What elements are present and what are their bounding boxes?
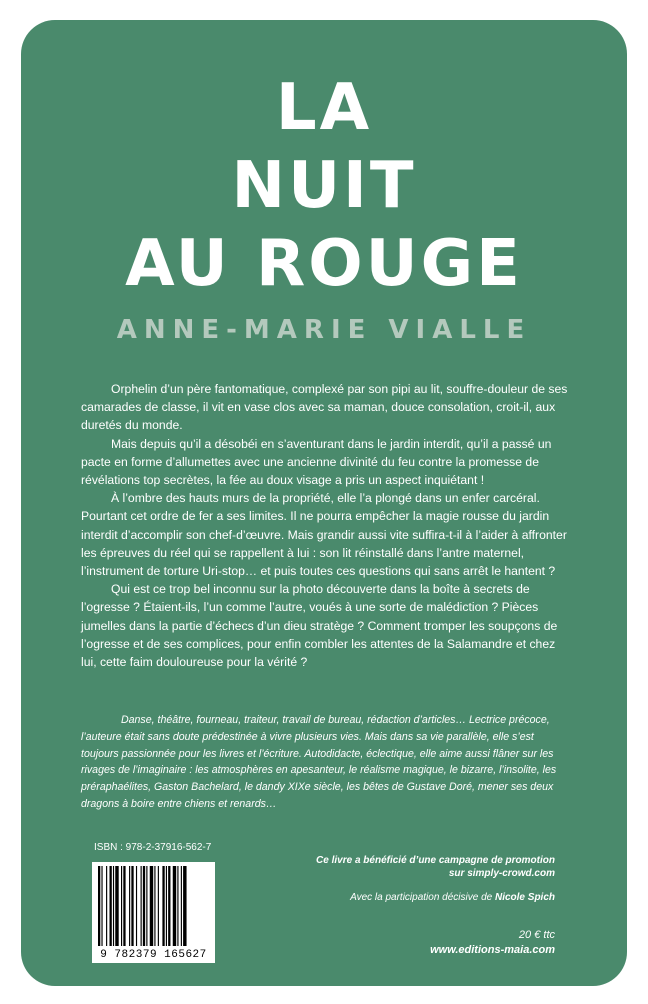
barcode-bar xyxy=(101,866,102,946)
promo-text xyxy=(316,854,555,880)
website-link[interactable]: www.editions-maia.com xyxy=(430,944,555,956)
summary-paragraph-1: Orphelin d’un père fantomatique, complexé par son pipi au lit, souffre-douleur de ses camarades de classe, il vit en vase clos avec sa maman, douce consolation, croit-il, aux duretés du monde. xyxy=(81,382,568,433)
barcode-bar xyxy=(162,866,164,946)
barcode-bar xyxy=(146,866,147,946)
barcode-bar xyxy=(110,866,112,946)
barcode-bar xyxy=(123,866,125,946)
title-line-3: AU ROUGE xyxy=(125,227,523,301)
price-label: 20 € ttc xyxy=(518,929,555,941)
barcode-bar xyxy=(166,866,167,946)
participation-name: Nicole Spich xyxy=(494,892,555,903)
barcode-bar xyxy=(143,866,145,946)
barcode-bar xyxy=(177,866,178,946)
barcode-bar xyxy=(106,866,107,946)
promo-line-1: Ce livre a bénéficié d’une campagne de promotion xyxy=(316,855,555,866)
barcode-bar xyxy=(154,866,155,946)
barcode-bar xyxy=(181,866,182,946)
title-line-2: NUIT xyxy=(231,149,417,223)
barcode-bar xyxy=(150,866,153,946)
participation-text: Avec la participation décisive de xyxy=(350,892,493,903)
summary-paragraph-2: Mais depuis qu’il a désobéi en s’aventurant dans le jardin interdit, qu’il a passé un pacte en forme d’allumettes avec une ancienne divinité du feu contre la promesse de révélations top secrètes, la fée au doux visage a pris un aspect inquiétant ! xyxy=(81,436,552,488)
back-cover xyxy=(21,20,627,986)
barcode-bars xyxy=(98,866,209,946)
barcode-bar xyxy=(121,866,122,946)
barcode-bar xyxy=(173,866,176,946)
title-line-1: LA xyxy=(275,71,373,145)
barcode-bar xyxy=(158,866,159,946)
barcode-bar xyxy=(131,866,133,946)
barcode-bar xyxy=(168,866,170,946)
barcode-bar xyxy=(136,866,137,946)
barcode-digits: 9 782379 165627 xyxy=(100,949,207,961)
barcode xyxy=(92,862,215,963)
barcode-bar xyxy=(115,866,118,946)
barcode-bar xyxy=(98,866,100,946)
summary-paragraph-4: Qui est ce trop bel inconnu sur la photo découverte dans la boîte à secrets de l’ogresse ? Étaient-ils, l’un comme l’autre, voués à une sorte de malédiction ? Pièces jumelles dans la partie d’échecs d’un dieu stratège ? Comment tromper les soupçons de l’ogresse et de ses complices, pour enfin combler les attentes de la Salamandre et chez lui, cette faim douloureuse pour la vérité ? xyxy=(81,582,558,670)
barcode-bar xyxy=(113,866,114,946)
summary-paragraph-3: À l’ombre des hauts murs de la propriété, elle l’a plongé dans un enfer carcéral. Pourtant cet ordre de fer a ses limites. Il ne pourra empêcher la magie rousse du jardin interdit d’accomplir son chef-d’œuvre. Mais grandir aussi vite suffira-t-il à l’aider à affronter les épreuves du réel qui se rappellent à lui : son lit réinstallé dans l’antre maternel, l’instrument de torture Uri-stop… et puis toutes ces questions qui sans arrêt le hantent ? xyxy=(81,491,567,579)
promo-line-2: sur simply-crowd.com xyxy=(448,868,555,879)
isbn-label: ISBN : 978-2-37916-562-7 xyxy=(94,842,212,853)
summary-text xyxy=(81,380,573,671)
barcode-bar xyxy=(183,866,186,946)
participation-line xyxy=(350,892,555,903)
author-bio: Danse, théâtre, fourneau, traiteur, travail de bureau, rédaction d’articles… Lectrice précoce, l’auteure était sans doute prédestinée à vivre plusieurs vies. Mais dans sa vie parallèle, elle s’est toujours passionnée pour les livres et l’écriture. Autodidacte, éclectique, elle aime aussi flâner sur les rivages de l’imaginaire : les atmosphères en apesanteur, le réalisme magique, le bizarre, l’insolite, les préraphaélites, Gaston Bachelard, le dandy XIXe siècle, les bêtes de Gustave Doré, mener ses deux dragons à boire entre chiens et renards… xyxy=(81,714,557,810)
barcode-bar xyxy=(141,866,142,946)
barcode-bar xyxy=(129,866,130,946)
author-name: ANNE-MARIE VIALLE xyxy=(116,315,532,345)
